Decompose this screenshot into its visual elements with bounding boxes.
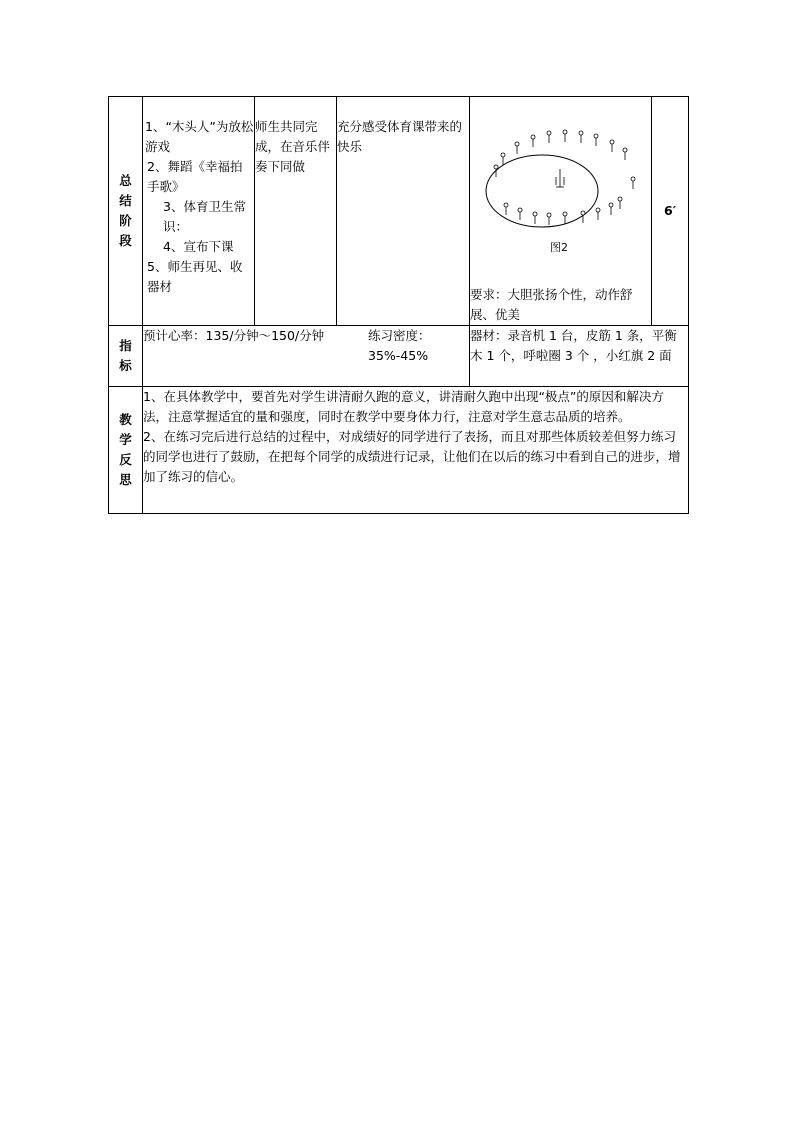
student-markers: [494, 130, 635, 225]
summary-stage-row: [109, 97, 689, 326]
index-row: [109, 326, 689, 387]
lesson-plan-table: [108, 96, 689, 514]
heart-rate-text: 预计心率：135/分钟～150/分钟: [143, 328, 325, 343]
reflection-row: [109, 387, 689, 514]
index-metrics: [143, 326, 470, 387]
density-text: 练习密度：35%-45%: [368, 328, 431, 363]
figure-caption: 图2: [550, 241, 568, 254]
formation-ellipse: [486, 155, 598, 227]
reflection-text: [143, 387, 689, 514]
step-item: 1、“木头人”为放松游戏: [145, 119, 254, 154]
organization-text: 师生共同完成，在音乐伴奏下同做: [255, 97, 337, 326]
lesson-plan-sheet: [108, 96, 688, 514]
step-item: 2、舞蹈《幸福拍手歌》: [147, 159, 243, 194]
index-label: 指 标: [109, 326, 143, 387]
step-item: 3、体育卫生常识：: [163, 199, 246, 234]
time-value: 6′: [652, 97, 689, 326]
goal-text: 充分感受体育课带来的快乐: [337, 97, 470, 326]
step-item: 5、师生再见、收器材: [147, 259, 243, 294]
summary-steps: [143, 97, 255, 326]
formation-figure-cell: [470, 97, 652, 326]
reflection-label: 教 学 反 思: [109, 387, 143, 514]
circle-formation-diagram: [470, 97, 652, 257]
reflection-paragraph: 1、在具体教学中，要首先对学生讲清耐久跑的意义，讲清耐久跑中出现“极点”的原因和解决方法，注意掌握适宜的量和强度，同时在教学中要身体力行，注意对学生意志品质的培养。: [143, 389, 664, 424]
equipment-text: 器材：录音机 1 台，皮筋 1 条，平衡木 1 个，呼啦圈 3 个 ，小红旗 2 面: [470, 326, 689, 387]
step-item: 4、宣布下课: [163, 239, 234, 254]
teacher-marker: [556, 169, 564, 187]
requirement-text: 要求：大胆张扬个性，动作舒展、优美: [470, 287, 633, 322]
reflection-paragraph: 2、在练习完后进行总结的过程中，对成绩好的同学进行了表扬，而且对那些体质较差但努力练习的同学也进行了鼓励，在把每个同学的成绩进行记录，让他们在以后的练习中看到自己的进步，增加了练习的信心。: [143, 429, 681, 484]
summary-stage-label: 总 结 阶 段: [109, 97, 143, 326]
